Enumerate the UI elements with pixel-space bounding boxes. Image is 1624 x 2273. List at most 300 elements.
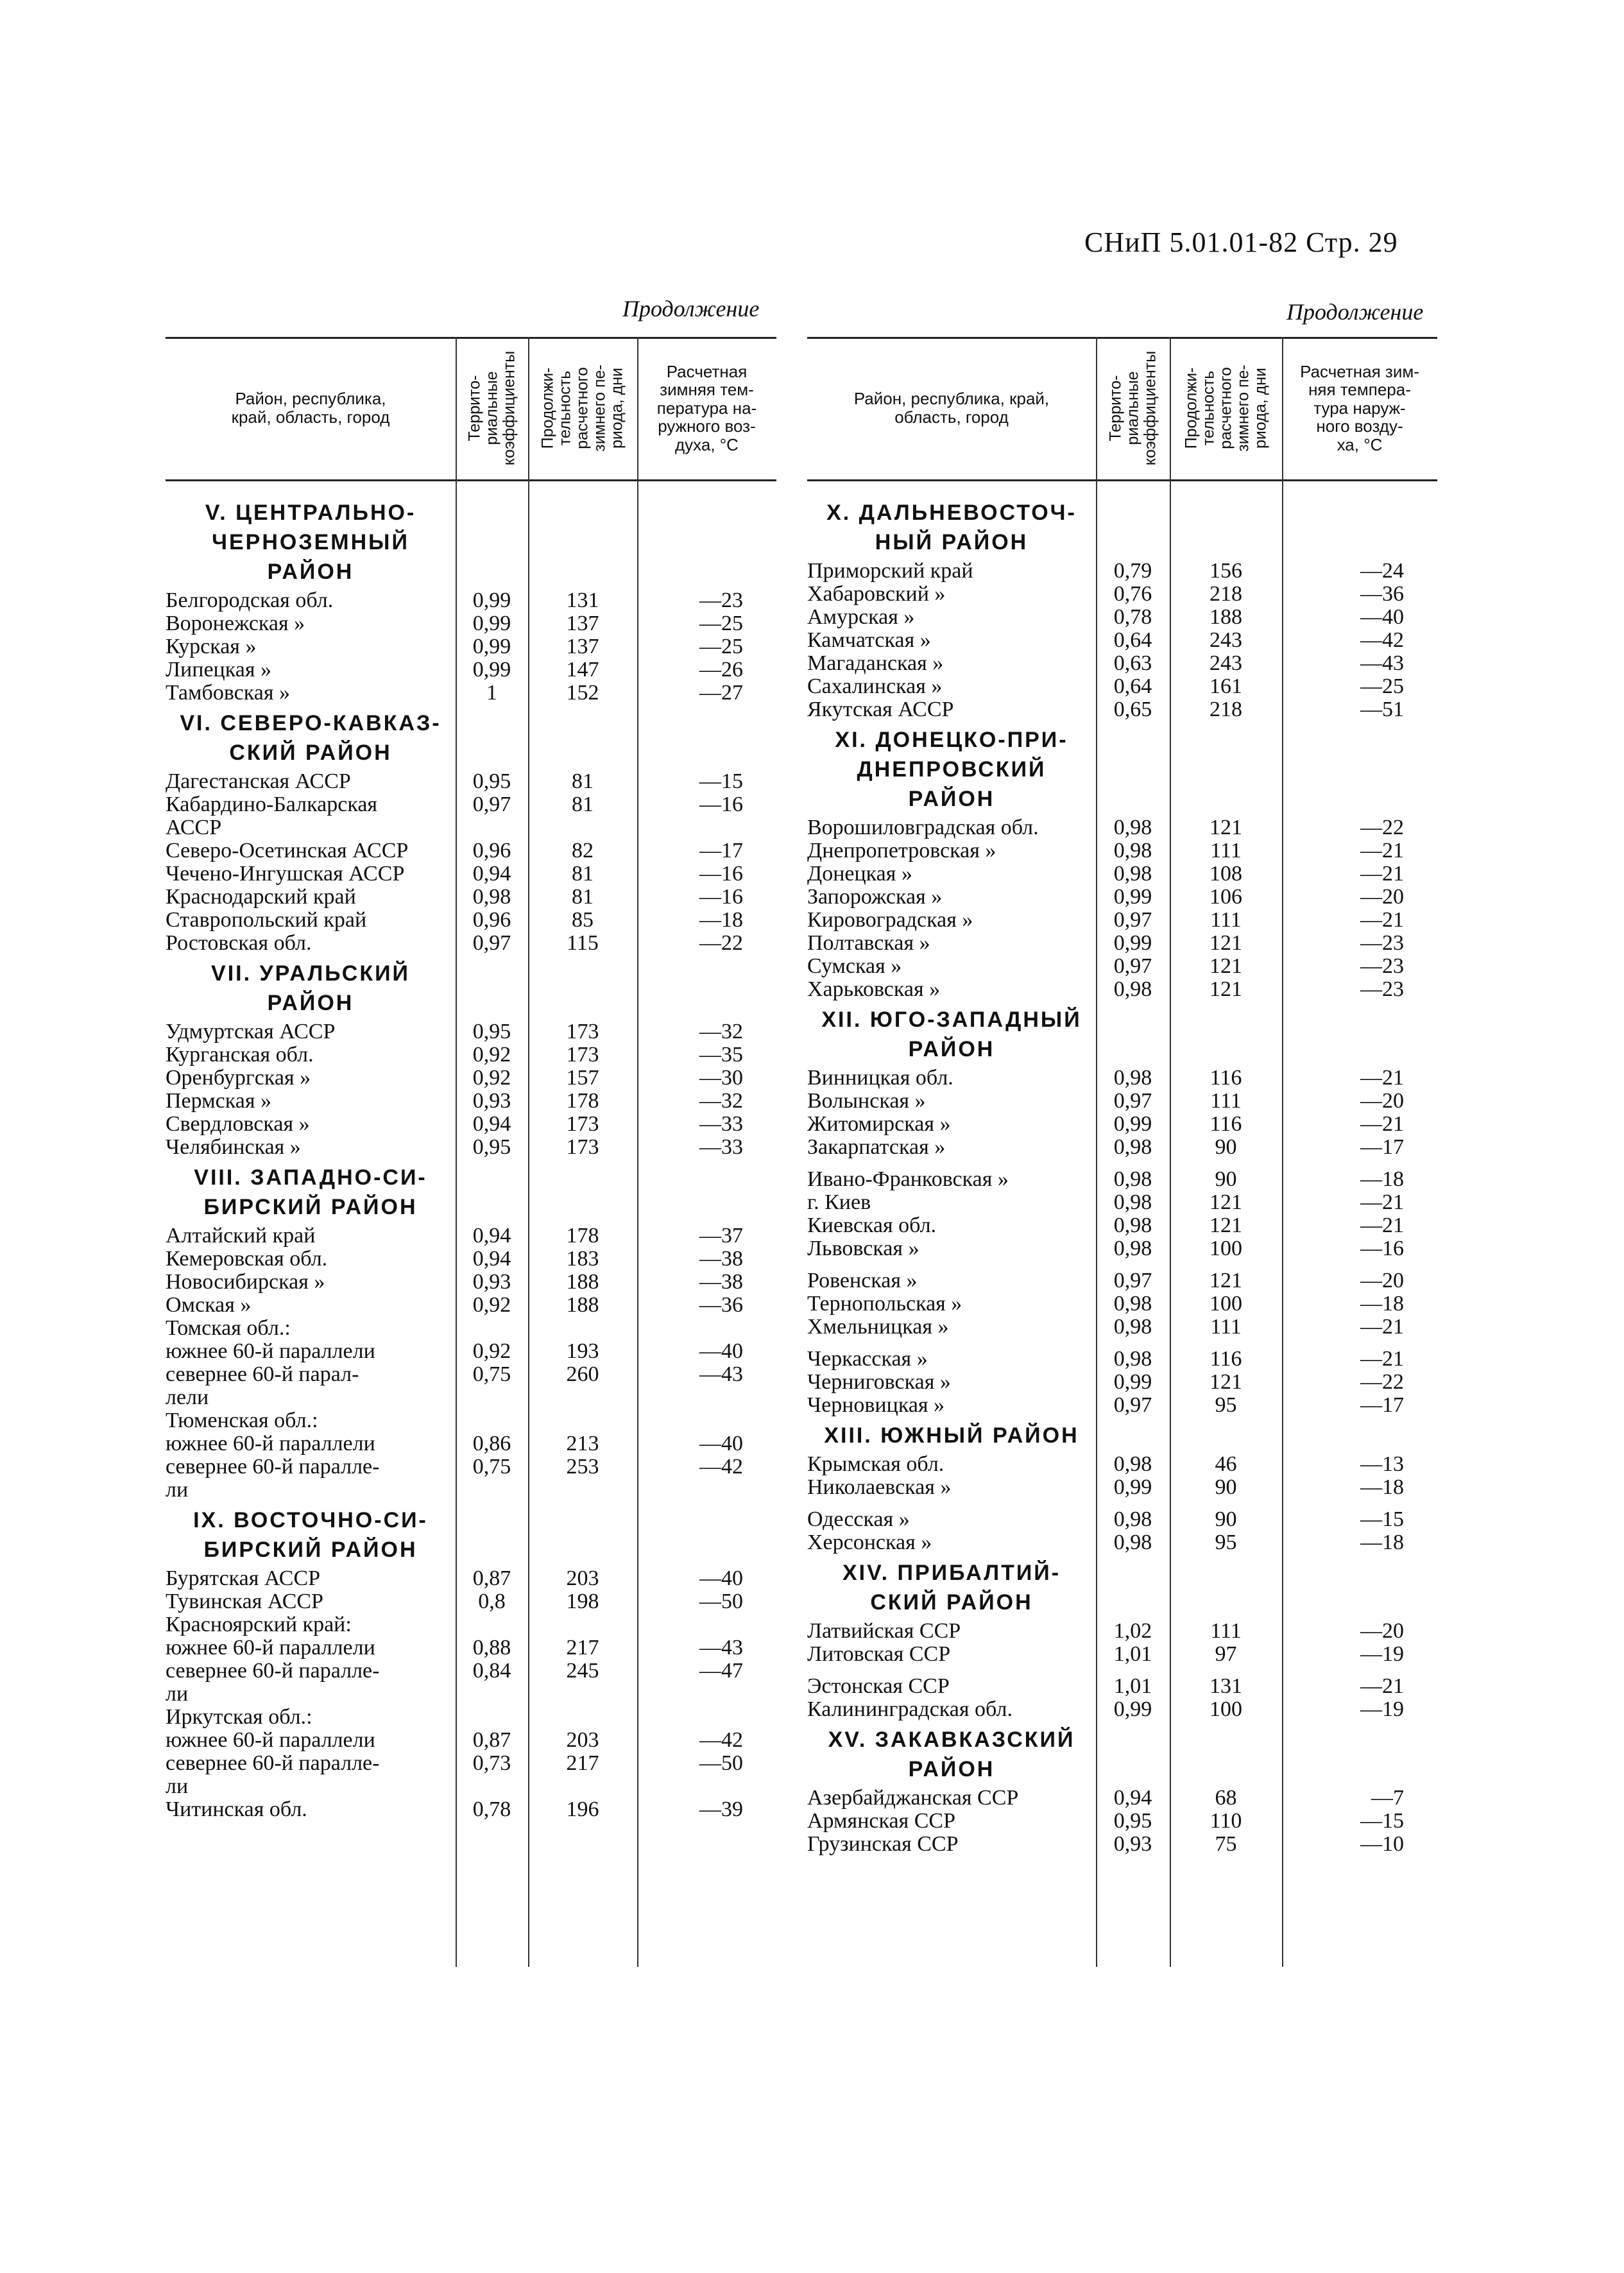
coefficient-value: 0,98 — [1113, 1347, 1152, 1371]
region-name: Киевская обл. — [807, 1214, 937, 1237]
table-row — [807, 1348, 1437, 1371]
region-name: Донецкая » — [807, 862, 912, 886]
table-row — [807, 1833, 1437, 1856]
table-row — [166, 1798, 776, 1821]
coefficient-value: 0,92 — [472, 1293, 511, 1317]
temperature-value: —32 — [699, 1089, 743, 1113]
temperature-value: —33 — [699, 1135, 743, 1159]
temperature-value: —18 — [1360, 1475, 1404, 1499]
duration-value: 121 — [1209, 1370, 1242, 1394]
region-name: Армянская ССР — [807, 1809, 955, 1833]
region-name: Тернопольская » — [807, 1292, 962, 1316]
table-row — [166, 1294, 776, 1317]
duration-value: 243 — [1209, 651, 1242, 675]
coefficient-value: 0,76 — [1113, 582, 1152, 606]
temperature-value: —16 — [699, 885, 743, 909]
coefficient-value: 0,94 — [472, 1224, 511, 1248]
temperature-value: —36 — [1360, 582, 1404, 606]
continuation-label-right: Продолжение — [1286, 299, 1424, 325]
duration-value: 100 — [1209, 1237, 1242, 1260]
duration-value: 75 — [1215, 1832, 1237, 1856]
region-name: Якутская АССР — [807, 698, 954, 721]
coefficient-value: 0,98 — [1113, 839, 1152, 862]
temperature-value: —25 — [1360, 674, 1404, 698]
duration-value: 188 — [566, 1270, 599, 1294]
temperature-value: —17 — [699, 839, 743, 862]
region-name: Воронежская » — [166, 612, 305, 635]
region-name: Черниговская » — [807, 1370, 951, 1394]
coefficient-value: 0,79 — [1113, 559, 1152, 583]
table-row — [807, 886, 1437, 909]
duration-value: 111 — [1210, 1315, 1242, 1339]
table-row — [166, 1248, 776, 1271]
duration-value: 121 — [1209, 1214, 1242, 1237]
left-table-body — [166, 494, 776, 1821]
table-row — [807, 978, 1437, 1001]
table-row — [166, 1636, 776, 1660]
region-name: Кабардино-Балкарская АССР — [166, 793, 378, 839]
region-name: севернее 60-й паралле- ли — [166, 1659, 380, 1706]
table-row — [166, 1432, 776, 1455]
duration-value: 68 — [1215, 1786, 1237, 1810]
table-row — [807, 560, 1437, 583]
temperature-value: —37 — [699, 1224, 743, 1248]
temperature-value: —18 — [1360, 1531, 1404, 1554]
temperature-value — [637, 1706, 776, 1729]
temperature-value: —15 — [1360, 1507, 1404, 1531]
table-row — [807, 1508, 1437, 1531]
duration-value: 90 — [1215, 1507, 1237, 1531]
row-gap — [807, 1499, 1437, 1508]
temperature-value: —21 — [1360, 1112, 1404, 1136]
temperature-value: —24 — [1360, 559, 1404, 583]
temperature-value — [637, 1613, 776, 1636]
region-name: Кемеровская обл. — [166, 1247, 328, 1271]
temperature-value: —40 — [1360, 605, 1404, 629]
coefficient-value: 0,98 — [1113, 816, 1152, 839]
temperature-value: —51 — [1360, 698, 1404, 721]
duration-value: 218 — [1209, 698, 1242, 721]
temperature-value: —20 — [1360, 885, 1404, 909]
coefficient-value: 0,98 — [1113, 1507, 1152, 1531]
region-name: Харьковская » — [807, 977, 941, 1001]
temperature-value: —42 — [699, 1455, 743, 1479]
region-name: г. Киев — [807, 1190, 871, 1214]
table-row — [807, 1810, 1437, 1833]
coefficient-value: 0,64 — [1113, 628, 1152, 652]
table-row — [166, 770, 776, 793]
table-row — [807, 675, 1437, 698]
temperature-value: —23 — [1360, 931, 1404, 955]
duration-value: 82 — [572, 839, 594, 862]
region-name: Ставропольский край — [166, 908, 367, 932]
table-row — [807, 1269, 1437, 1292]
temperature-value: —21 — [1360, 1315, 1404, 1339]
coefficient-value: 0,98 — [1113, 1190, 1152, 1214]
table-row — [807, 1214, 1437, 1237]
duration-value: 178 — [566, 1224, 599, 1248]
region-name: Кировоградская » — [807, 908, 973, 932]
temperature-value: —17 — [1360, 1393, 1404, 1417]
region-name: Ворошиловградская обл. — [807, 816, 1039, 839]
temperature-value: —23 — [1360, 954, 1404, 978]
table-row — [807, 1698, 1437, 1721]
column-header-coef: Террито- риальные коэффициенты — [465, 350, 518, 466]
section-heading: V. ЦЕНТРАЛЬНО- ЧЕРНОЗЕМНЫЙ РАЙОН — [205, 501, 416, 584]
table-row — [807, 816, 1437, 839]
temperature-value: —7 — [1371, 1786, 1404, 1810]
table-row — [166, 1020, 776, 1043]
coefficient-value: 0,97 — [1113, 954, 1152, 978]
temperature-value: —35 — [699, 1043, 743, 1067]
coefficient-value: 0,94 — [472, 1247, 511, 1271]
region-name: Курская » — [166, 635, 257, 658]
duration-value: 90 — [1215, 1135, 1237, 1159]
temperature-value: —40 — [699, 1432, 743, 1455]
table-row — [807, 1292, 1437, 1316]
table-row — [807, 955, 1437, 978]
duration-value: 121 — [1209, 931, 1242, 955]
coefficient-value: 0,99 — [472, 588, 511, 612]
duration-value: 193 — [566, 1339, 599, 1363]
duration-value: 121 — [1209, 1269, 1242, 1292]
coefficient-value: 0,88 — [472, 1636, 511, 1660]
table-row — [166, 612, 776, 635]
duration-value: 213 — [566, 1432, 599, 1455]
coefficient-value: 0,92 — [472, 1339, 511, 1363]
temperature-value: —13 — [1360, 1452, 1404, 1476]
duration-value: 203 — [566, 1566, 599, 1590]
temperature-value: —16 — [699, 862, 743, 886]
coefficient-value — [456, 1317, 528, 1340]
table-row — [166, 1409, 776, 1432]
row-gap — [807, 1260, 1437, 1269]
temperature-value: —23 — [699, 588, 743, 612]
table-row — [807, 862, 1437, 886]
region-name: Амурская » — [807, 605, 915, 629]
table-row — [807, 1453, 1437, 1476]
region-name: Латвийская ССР — [807, 1619, 961, 1643]
table-row — [166, 1317, 776, 1340]
region-name: Иркутская обл.: — [166, 1705, 312, 1729]
section-heading: VIII. ЗАПАДНО-СИ- БИРСКИЙ РАЙОН — [194, 1165, 427, 1219]
duration-value: 95 — [1215, 1531, 1237, 1554]
table-row — [166, 932, 776, 955]
duration-value: 111 — [1210, 1089, 1242, 1113]
coefficient-value: 0,99 — [1113, 931, 1152, 955]
table-row — [807, 1787, 1437, 1810]
table-row — [807, 606, 1437, 629]
table-row — [166, 1340, 776, 1363]
duration-value — [528, 1706, 637, 1729]
temperature-value: —22 — [699, 931, 743, 955]
table-row — [166, 1455, 776, 1502]
duration-value: 198 — [566, 1590, 599, 1613]
temperature-value: —38 — [699, 1270, 743, 1294]
coefficient-value: 0,96 — [472, 839, 511, 862]
temperature-value: —26 — [699, 658, 743, 682]
coefficient-value: 0,96 — [472, 908, 511, 932]
column-header-temp: Расчетная зимняя тем- пература на- ружного воз- духа, °С — [656, 361, 757, 454]
region-name: Челябинская » — [166, 1135, 301, 1159]
duration-value: 110 — [1209, 1809, 1242, 1833]
table-row — [166, 1113, 776, 1136]
duration-value: 95 — [1215, 1393, 1237, 1417]
duration-value: 217 — [566, 1636, 599, 1660]
region-name: южнее 60-й параллели — [166, 1432, 375, 1455]
coefficient-value: 0,93 — [472, 1270, 511, 1294]
duration-value: 188 — [566, 1293, 599, 1317]
duration-value: 196 — [566, 1797, 599, 1821]
section-heading: VII. УРАЛЬСКИЙ РАЙОН — [211, 961, 410, 1015]
temperature-value: —10 — [1360, 1832, 1404, 1856]
coefficient-value: 0,98 — [1113, 1066, 1152, 1090]
temperature-value: —38 — [699, 1247, 743, 1271]
coefficient-value: 0,63 — [1113, 651, 1152, 675]
table-row — [166, 1224, 776, 1248]
duration-value: 178 — [566, 1089, 599, 1113]
region-name: севернее 60-й паралле- ли — [166, 1455, 380, 1502]
temperature-value: —19 — [1360, 1642, 1404, 1666]
temperature-value — [637, 1409, 776, 1432]
duration-value: 217 — [566, 1751, 599, 1775]
duration-value: 173 — [566, 1135, 599, 1159]
table-row — [807, 1316, 1437, 1339]
table-row — [807, 1191, 1437, 1214]
temperature-value — [637, 1317, 776, 1340]
section-heading: VI. СЕВЕРО-КАВКАЗ- СКИЙ РАЙОН — [180, 711, 441, 765]
table-row — [166, 862, 776, 886]
region-name: Омская » — [166, 1293, 252, 1317]
coefficient-value: 0,99 — [1113, 1475, 1152, 1499]
temperature-value: —16 — [1360, 1237, 1404, 1260]
region-name: Эстонская ССР — [807, 1674, 950, 1698]
temperature-value: —32 — [699, 1020, 743, 1043]
section-heading: XIII. ЮЖНЫЙ РАЙОН — [824, 1423, 1079, 1448]
duration-value: 116 — [1209, 1347, 1242, 1371]
table-row — [807, 698, 1437, 721]
coefficient-value: 0,73 — [472, 1751, 511, 1775]
coefficient-value: 0,97 — [472, 793, 511, 816]
duration-value: 157 — [566, 1066, 599, 1090]
duration-value: 152 — [566, 681, 599, 705]
table-row — [807, 1620, 1437, 1643]
right-table-body — [807, 494, 1437, 1856]
coefficient-value: 0,98 — [1113, 1214, 1152, 1237]
region-name: Закарпатская » — [807, 1135, 946, 1159]
coefficient-value: 0,94 — [472, 1112, 511, 1136]
region-name: Удмуртская АССР — [166, 1020, 336, 1043]
duration-value: 111 — [1210, 908, 1242, 932]
temperature-value: —21 — [1360, 839, 1404, 862]
coefficient-value: 0,99 — [1113, 885, 1152, 909]
temperature-value: —21 — [1360, 908, 1404, 932]
table-row — [807, 932, 1437, 955]
temperature-value: —22 — [1360, 816, 1404, 839]
table-row — [166, 886, 776, 909]
coefficient-value — [456, 1613, 528, 1636]
temperature-value: —33 — [699, 1112, 743, 1136]
temperature-value: —21 — [1360, 1066, 1404, 1090]
region-name: Хабаровский » — [807, 582, 946, 606]
table-row — [166, 1660, 776, 1706]
region-name: Черновицкая » — [807, 1393, 945, 1417]
temperature-value: —36 — [699, 1293, 743, 1317]
coefficient-value: 0,94 — [472, 862, 511, 886]
column-header-duration: Продолжи- тельность расчетного зимнего пе- риода, дни — [1182, 365, 1269, 452]
temperature-value: —42 — [699, 1728, 743, 1752]
region-name: Магаданская » — [807, 651, 944, 675]
section-heading: XI. ДОНЕЦКО-ПРИ- ДНЕПРОВСКИЙ РАЙОН — [835, 728, 1068, 811]
temperature-value: —21 — [1360, 1674, 1404, 1698]
region-name: Приморский край — [807, 559, 973, 583]
region-name: севернее 60-й паралле- ли — [166, 1751, 380, 1798]
coefficient-value: 0,75 — [472, 1362, 511, 1386]
region-name: Калининградская обл. — [807, 1697, 1013, 1721]
duration-value: 173 — [566, 1020, 599, 1043]
duration-value: 173 — [566, 1043, 599, 1067]
coefficient-value: 0,97 — [1113, 1393, 1152, 1417]
table-row — [807, 1371, 1437, 1394]
duration-value: 108 — [1209, 862, 1242, 886]
duration-value: 81 — [572, 793, 594, 816]
coefficient-value: 1 — [486, 681, 497, 705]
region-name: Белгородская обл. — [166, 588, 334, 612]
coefficient-value: 0,99 — [472, 658, 511, 682]
duration-value: 100 — [1209, 1697, 1242, 1721]
table-row — [166, 1136, 776, 1159]
coefficient-value: 1,01 — [1113, 1674, 1152, 1698]
region-name: Грузинская ССР — [807, 1832, 959, 1856]
coefficient-value: 0,78 — [1113, 605, 1152, 629]
coefficient-value: 1,01 — [1113, 1642, 1152, 1666]
temperature-value: —43 — [1360, 651, 1404, 675]
table-row — [166, 1090, 776, 1113]
region-name: южнее 60-й параллели — [166, 1636, 375, 1660]
temperature-value: —15 — [1360, 1809, 1404, 1833]
region-name: Чечено-Ингушская АССР — [166, 862, 405, 886]
duration-value: 183 — [566, 1247, 599, 1271]
region-name: Красноярский край: — [166, 1613, 352, 1636]
coefficient-value — [456, 1706, 528, 1729]
coefficient-value: 0,98 — [472, 885, 511, 909]
table-row — [166, 1067, 776, 1090]
coefficient-value: 0,97 — [472, 931, 511, 955]
temperature-value: —18 — [699, 908, 743, 932]
duration-value: 116 — [1209, 1066, 1242, 1090]
temperature-value: —39 — [699, 1797, 743, 1821]
temperature-value: —43 — [699, 1636, 743, 1660]
region-name: Тюменская обл.: — [166, 1409, 318, 1432]
duration-value — [528, 1317, 637, 1340]
section-heading: IX. ВОСТОЧНО-СИ- БИРСКИЙ РАЙОН — [193, 1508, 428, 1562]
coefficient-value: 0,99 — [472, 612, 511, 635]
duration-value: 97 — [1215, 1642, 1237, 1666]
temperature-value: —20 — [1360, 1089, 1404, 1113]
table-row — [807, 1136, 1437, 1159]
region-name: Тувинская АССР — [166, 1590, 323, 1613]
coefficient-value: 0,99 — [1113, 1112, 1152, 1136]
duration-value: 131 — [1209, 1674, 1242, 1698]
temperature-value: —40 — [699, 1566, 743, 1590]
table-row — [807, 1394, 1437, 1417]
coefficient-value: 0,99 — [1113, 1697, 1152, 1721]
coefficient-value: 0,84 — [472, 1659, 511, 1683]
duration-value: 218 — [1209, 582, 1242, 606]
section-heading: X. ДАЛЬНЕВОСТОЧ- НЫЙ РАЙОН — [826, 501, 1077, 554]
temperature-value: —40 — [699, 1339, 743, 1363]
coefficient-value: 0,95 — [1113, 1809, 1152, 1833]
region-name: Крымская обл. — [807, 1452, 944, 1476]
section-heading: XII. ЮГО-ЗАПАДНЫЙ РАЙОН — [821, 1008, 1082, 1061]
coefficient-value: 0,92 — [472, 1066, 511, 1090]
table-row — [166, 793, 776, 839]
table-row — [166, 1271, 776, 1294]
duration-value: 85 — [572, 908, 594, 932]
duration-value: 253 — [566, 1455, 599, 1479]
coefficient-value: 0,98 — [1113, 862, 1152, 886]
duration-value: 106 — [1209, 885, 1242, 909]
column-header-region: Район, республика, край, область, город — [231, 389, 390, 427]
table-row — [807, 1113, 1437, 1136]
region-name: Курганская обл. — [166, 1043, 314, 1067]
duration-value: 156 — [1209, 559, 1242, 583]
coefficient-value: 0,95 — [472, 1020, 511, 1043]
region-name: Ровенская » — [807, 1269, 918, 1292]
duration-value: 173 — [566, 1112, 599, 1136]
region-name: южнее 60-й параллели — [166, 1728, 375, 1752]
table-row — [807, 1531, 1437, 1554]
temperature-value: —47 — [699, 1659, 743, 1683]
table-row — [807, 909, 1437, 932]
region-name: Львовская » — [807, 1237, 919, 1260]
coefficient-value: 0,98 — [1113, 1167, 1152, 1191]
temperature-value: —25 — [699, 612, 743, 635]
region-name: Свердловская » — [166, 1112, 310, 1136]
coefficient-value — [456, 1409, 528, 1432]
coefficient-value: 0,95 — [472, 769, 511, 793]
continuation-label-left: Продолжение — [622, 296, 760, 322]
coefficient-value: 0,95 — [472, 1135, 511, 1159]
duration-value — [528, 1613, 637, 1636]
coefficient-value: 0,86 — [472, 1432, 511, 1455]
temperature-value: —17 — [1360, 1135, 1404, 1159]
coefficient-value: 0,93 — [472, 1089, 511, 1113]
duration-value: 161 — [1209, 674, 1242, 698]
region-name: севернее 60-й парал- лели — [166, 1362, 359, 1409]
temperature-value: —19 — [1360, 1697, 1404, 1721]
right-table — [807, 337, 1437, 1967]
coefficient-value: 0,93 — [1113, 1832, 1152, 1856]
region-name: Сахалинская » — [807, 674, 943, 698]
coefficient-value: 0,98 — [1113, 1237, 1152, 1260]
table-row — [807, 629, 1437, 652]
duration-value: 121 — [1209, 977, 1242, 1001]
page-header: СНиП 5.01.01-82 Стр. 29 — [1084, 227, 1398, 258]
left-table — [166, 337, 776, 1967]
table-row — [166, 1706, 776, 1729]
temperature-value: —21 — [1360, 1214, 1404, 1237]
table-row — [166, 1613, 776, 1636]
column-header-coef: Террито- риальные коэффициенты — [1106, 350, 1159, 466]
region-name: Ростовская обл. — [166, 931, 312, 955]
row-gap — [807, 1666, 1437, 1675]
duration-value: 111 — [1210, 1619, 1242, 1643]
duration-value: 81 — [572, 769, 594, 793]
region-name: Оренбургская » — [166, 1066, 311, 1090]
table-row — [807, 583, 1437, 606]
temperature-value: —21 — [1360, 1190, 1404, 1214]
